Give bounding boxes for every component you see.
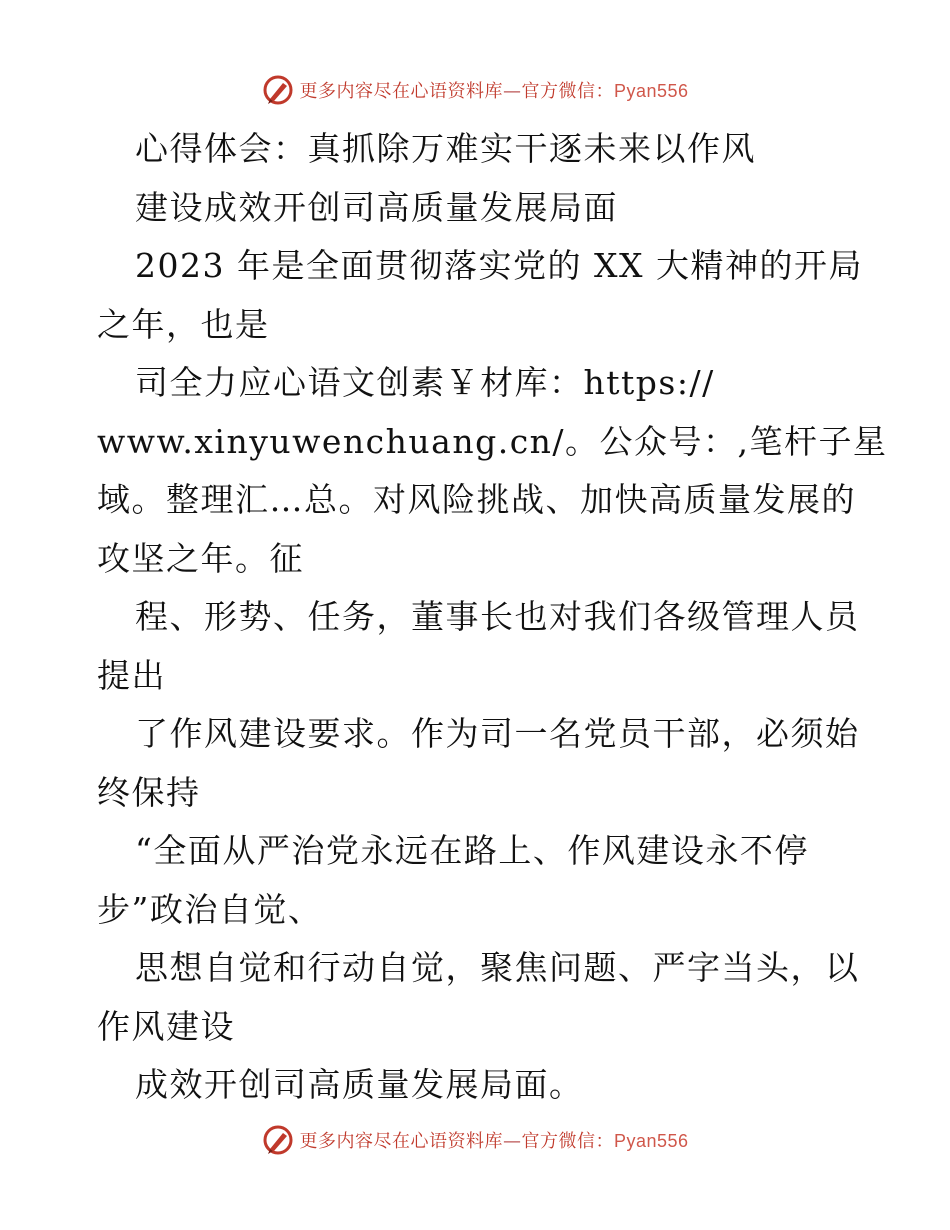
body-line: 步”政治自觉、 (97, 889, 323, 929)
body-line: 心得体会：真抓除万难实干逐未来以作风 (135, 129, 756, 168)
footer-banner-handle: Pyan556 (613, 1131, 689, 1151)
body-line: 思想自觉和行动自觉，聚焦问题、严字当头，以 (135, 948, 860, 987)
body-line: 攻坚之年。征 (97, 538, 304, 578)
body-line: 司全力应心语文创素￥材库：https:// (135, 363, 715, 402)
body-line: “全面从严治党永远在路上、作风建设永不停 (135, 831, 809, 870)
footer-watermark-banner (0, 1120, 950, 1160)
body-line: 终保持 (97, 772, 201, 812)
body-line: 成效开创司高质量发展局面。 (135, 1065, 584, 1104)
header-banner-contact: 官方微信： (521, 81, 614, 102)
body-line: 建设成效开创司高质量发展局面 (135, 187, 618, 227)
body-line: 了作风建设要求。作为司一名党员干部，必须始 (135, 714, 860, 753)
body-line: 提出 (97, 655, 166, 695)
body-line: 作风建设 (97, 1006, 235, 1046)
footer-banner-text (299, 1127, 688, 1153)
header-banner-separator: — (502, 81, 522, 102)
footer-banner-title: 更多内容尽在心语资料库 (299, 1131, 503, 1152)
body-line: 程、形势、任务，董事长也对我们各级管理人员 (135, 597, 860, 636)
footer-banner-separator: — (502, 1131, 522, 1152)
body-line: www.xinyuwenchuang.cn/。公众号：,笔杆子星 (97, 421, 888, 461)
body-line: 域。整理汇…总。对风险挑战、加快高质量发展的 (97, 480, 856, 519)
header-banner-text (299, 77, 688, 103)
footer-banner-contact: 官方微信： (521, 1131, 614, 1152)
pen-circle-logo-icon (261, 1123, 295, 1157)
body-line: 之年，也是 (97, 304, 270, 344)
header-banner-title: 更多内容尽在心语资料库 (299, 81, 503, 102)
header-banner-handle: Pyan556 (613, 81, 689, 101)
body-line: 2023 年是全面贯彻落实党的 XX 大精神的开局 (135, 246, 863, 285)
pen-circle-logo-icon (261, 73, 295, 107)
document-body (97, 120, 888, 1115)
header-watermark-banner (0, 70, 950, 110)
